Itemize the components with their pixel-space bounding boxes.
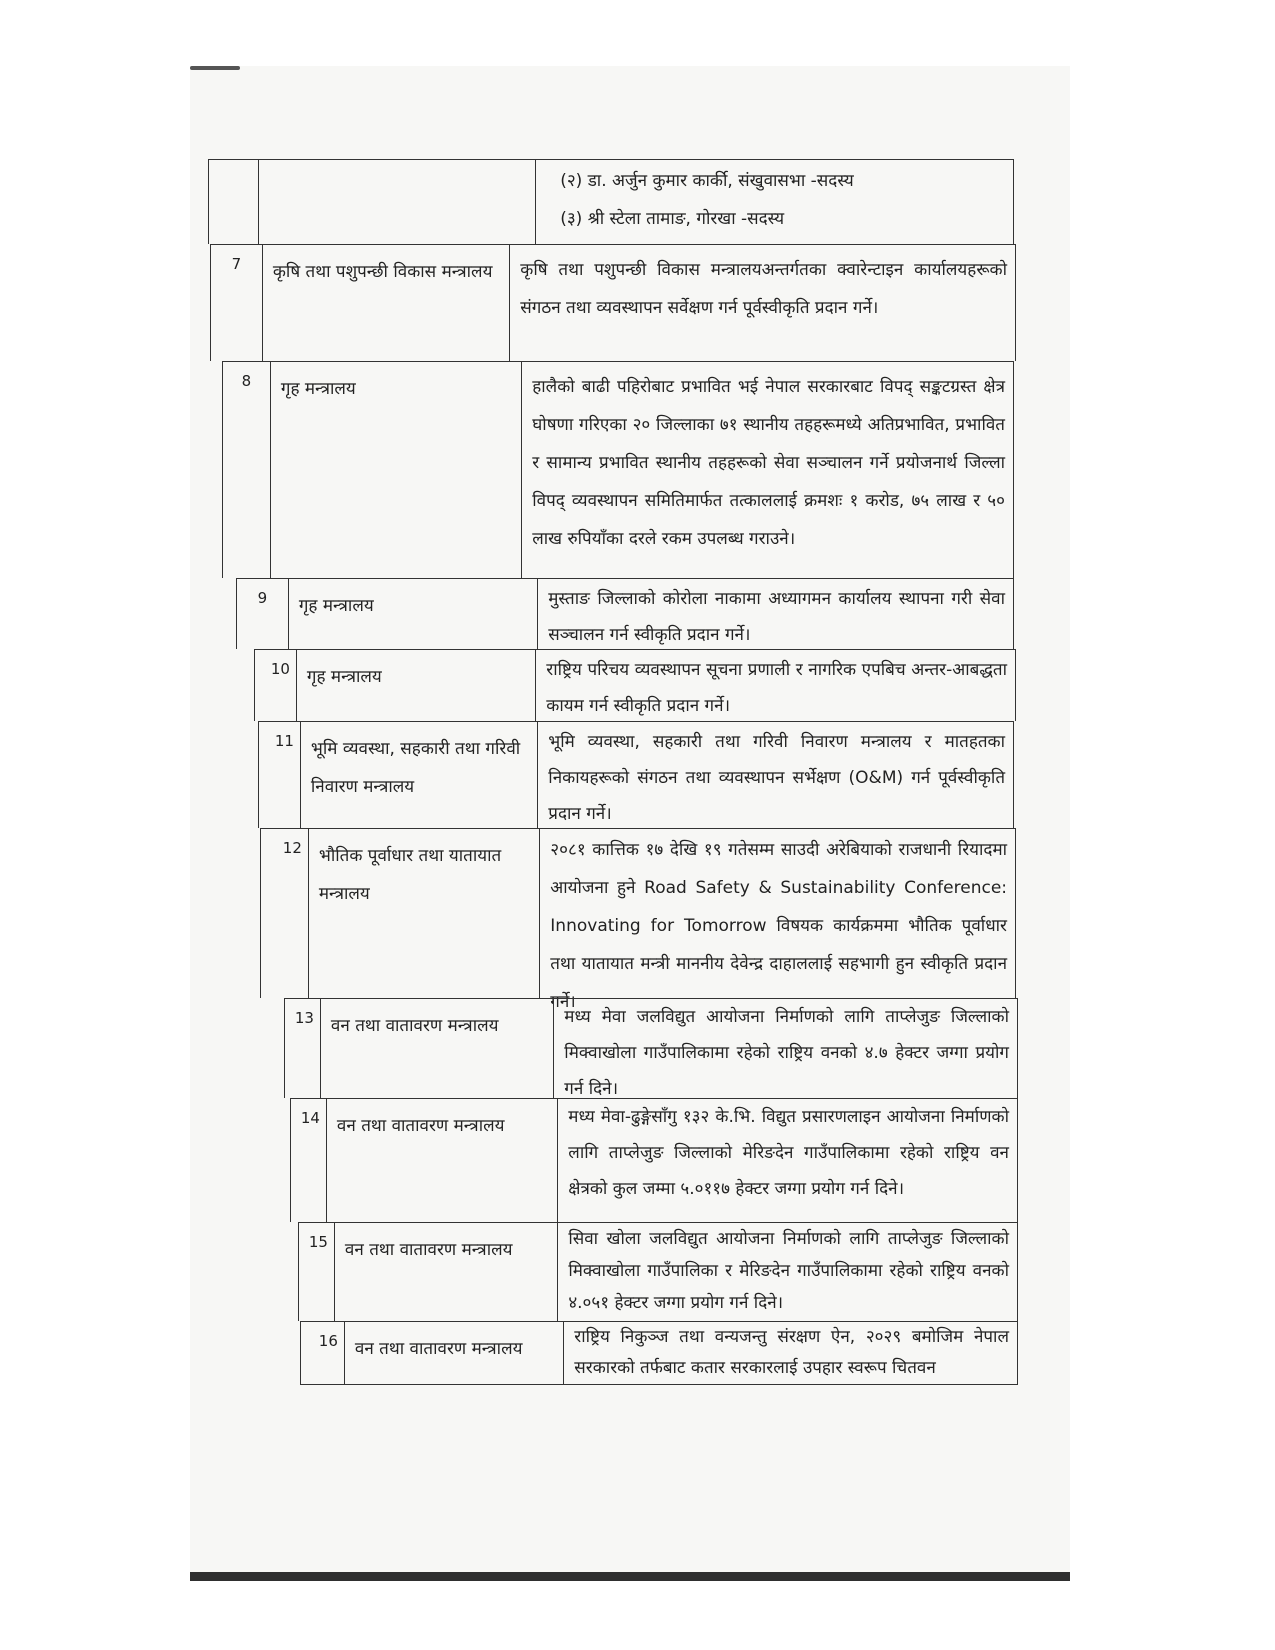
member-line: (३) श्री स्टेला तामाङ, गोरखा -सदस्य bbox=[560, 209, 785, 229]
ministry-cell: वन तथा वातावरण मन्त्रालय bbox=[321, 999, 554, 1098]
decision-cell: हालैको बाढी पहिरोबाट प्रभावित भई नेपाल सरकारबाट विपद् सङ्कटग्रस्त क्षेत्र घोषणा गरिएका २० जिल्लाका ७१ स्थानीय तहहरूमध्ये अतिप्रभावित, प्रभावित र सामान्य प्रभावित स्थानीय तहहरूको सेवा सञ्चालन गर्ने प्रयोजनार्थ जिल्ला विपद् व्यवस्थापन समितिमार्फत तत्काललाई क्रमशः १ करोड, ७५ लाख र ५० लाख रुपियाँका दरले रकम उपलब्ध गराउने। bbox=[532, 377, 1005, 549]
ministry-cell: कृषि तथा पशुपन्छी विकास मन्त्रालय bbox=[263, 245, 510, 361]
row-number: 7 bbox=[211, 245, 263, 361]
ministry-cell: गृह मन्त्रालय bbox=[271, 362, 522, 578]
decision-cell: मध्य मेवा-ढुङ्गेसाँगु १३२ के.भि. विद्युत प्रसारणलाइन आयोजना निर्माणको लागि ताप्लेजुङ जिल्लाको मेरिङदेन गाउँपालिकामा रहेको राष्ट्रिय वन क्षेत्रको कुल जम्मा ५.०११७ हेक्टर जग्गा प्रयोग गर्न दिने। bbox=[568, 1107, 1009, 1199]
decision-cell: भूमि व्यवस्था, सहकारी तथा गरिवी निवारण मन्त्रालय र मातहतका निकायहरूको संगठन तथा व्यवस्थापन सर्भेक्षण (O&M) गर्न पूर्वस्वीकृति प्रदान गर्ने। bbox=[548, 732, 1006, 824]
row-number bbox=[209, 160, 259, 244]
row-number: 14 bbox=[291, 1099, 327, 1222]
decision-cell: मुस्ताङ जिल्लाको कोरोला नाकामा अध्यागमन कार्यालय स्थापना गरी सेवा सञ्चालन गर्न स्वीकृति प्रदान गर्ने। bbox=[548, 589, 1005, 645]
table-row bbox=[290, 1098, 1018, 1222]
row-number: 16 bbox=[301, 1322, 345, 1384]
ministry-cell: गृह मन्त्रालय bbox=[289, 579, 538, 649]
ministry-cell bbox=[259, 160, 536, 244]
ministry-cell: वन तथा वातावरण मन्त्रालय bbox=[335, 1223, 558, 1321]
row-number: 15 bbox=[299, 1223, 335, 1321]
scan-mark bbox=[190, 66, 240, 70]
row-number: 11 bbox=[259, 722, 301, 828]
table-row bbox=[210, 244, 1016, 361]
ministry-cell: वन तथा वातावरण मन्त्रालय bbox=[345, 1322, 564, 1384]
table-row bbox=[300, 1321, 1018, 1385]
table-row bbox=[298, 1222, 1018, 1321]
row-number: 10 bbox=[255, 650, 297, 721]
ministry-cell: भूमि व्यवस्था, सहकारी तथा गरिवी निवारण मन्त्रालय bbox=[301, 722, 538, 828]
member-line: (२) डा. अर्जुन कुमार कार्की, संखुवासभा -सदस्य bbox=[560, 171, 854, 191]
row-number: 12 bbox=[261, 829, 309, 998]
ministry-cell: गृह मन्त्रालय bbox=[297, 650, 536, 721]
row-number: 9 bbox=[237, 579, 289, 649]
decision-cell: कृषि तथा पशुपन्छी विकास मन्त्रालयअन्तर्गतका क्वारेन्टाइन कार्यालयहरूको संगठन तथा व्यवस्थापन सर्वेक्षण गर्न पूर्वस्वीकृति प्रदान गर्ने। bbox=[520, 260, 1007, 318]
table-row bbox=[236, 578, 1014, 649]
table-row bbox=[284, 998, 1018, 1098]
ministry-cell: भौतिक पूर्वाधार तथा यातायात मन्त्रालय bbox=[309, 829, 540, 998]
decision-cell: मध्य मेवा जलविद्युत आयोजना निर्माणको लागि ताप्लेजुङ जिल्लाको मिक्वाखोला गाउँपालिकामा रहेको राष्ट्रिय वनको ४.७ हेक्टर जग्गा प्रयोग गर्न दिने। bbox=[564, 1007, 1009, 1099]
table-row bbox=[254, 649, 1016, 721]
decision-cell bbox=[536, 160, 1013, 244]
scan-edge bbox=[190, 1572, 1070, 1581]
row-number: 8 bbox=[223, 362, 271, 578]
decision-cell: राष्ट्रिय निकुञ्ज तथा वन्यजन्तु संरक्षण ऐन, २०२९ बमोजिम नेपाल सरकारको तर्फबाट कतार सरकारलाई उपहार स्वरूप चितवन bbox=[574, 1327, 1009, 1378]
table-row bbox=[260, 828, 1016, 1012]
decision-cell: सिवा खोला जलविद्युत आयोजना निर्माणको लागि ताप्लेजुङ जिल्लाको मिक्वाखोला गाउँपालिका र मेरिङदेन गाउँपालिकामा रहेको राष्ट्रिय वनको ४.०५१ हेक्टर जग्गा प्रयोग गर्न दिने। bbox=[568, 1229, 1009, 1313]
table-row bbox=[208, 159, 1014, 244]
decision-cell: २०८१ कात्तिक १७ देखि १९ गतेसम्म साउदी अरेबियाको राजधानी रियादमा आयोजना हुने Road Safety & Sustainability Conference: Innovating for Tomorrow विषयक कार्यक्रममा भौतिक पूर्वाधार तथा यातायात मन्त्री माननीय देवेन्द्र दाहाललाई सहभागी हुन स्वीकृति प्रदान गर्ने। bbox=[550, 840, 1008, 1012]
table-row bbox=[258, 721, 1014, 828]
table-row bbox=[222, 361, 1014, 578]
ministry-cell: वन तथा वातावरण मन्त्रालय bbox=[327, 1099, 558, 1222]
row-number: 13 bbox=[285, 999, 321, 1098]
decision-cell: राष्ट्रिय परिचय व्यवस्थापन सूचना प्रणाली र नागरिक एपबिच अन्तर-आबद्धता कायम गर्न स्वीकृति प्रदान गर्ने। bbox=[546, 660, 1008, 716]
